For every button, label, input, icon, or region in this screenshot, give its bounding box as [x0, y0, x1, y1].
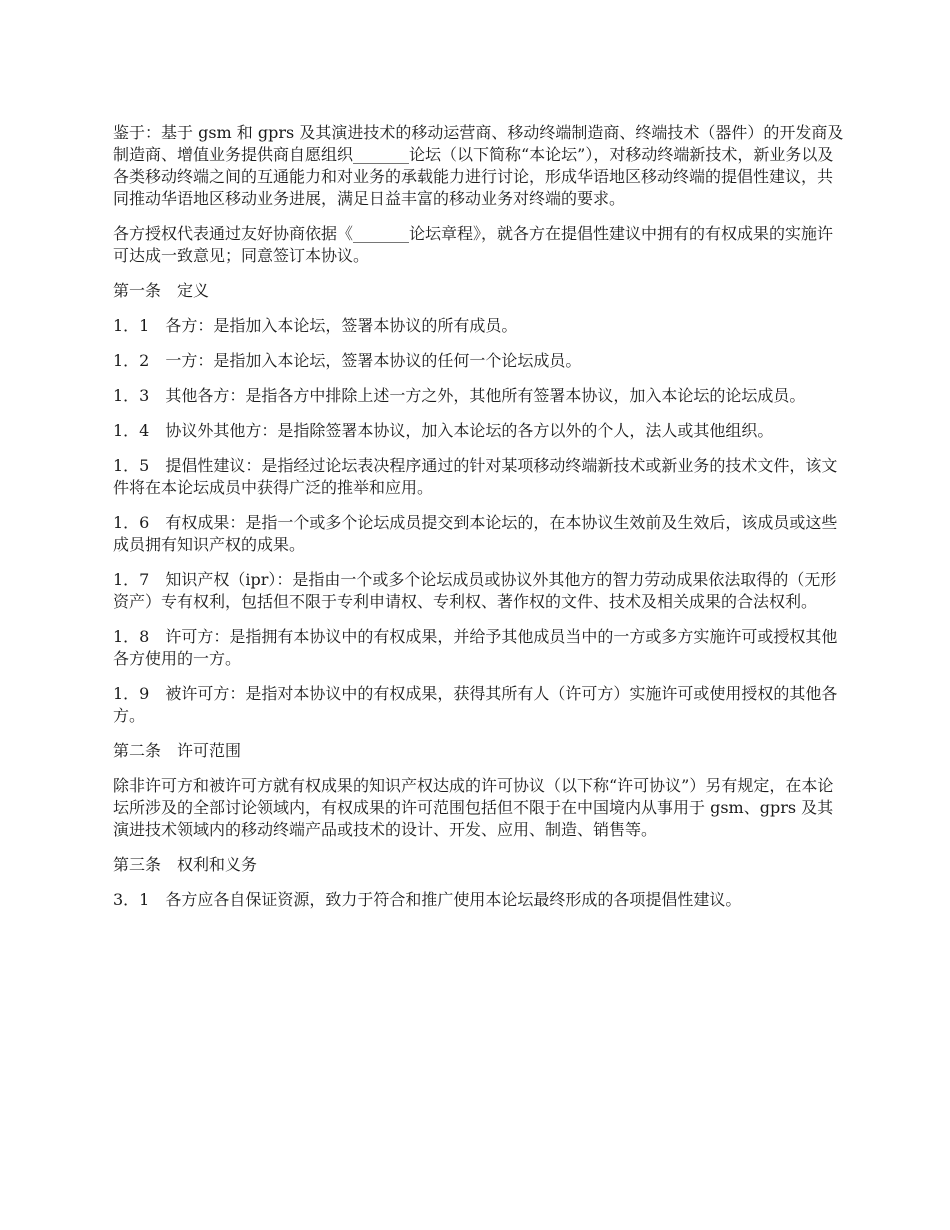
- clause-1-5: 1．5 提倡性建议：是指经过论坛表决程序通过的针对某项移动终端新技术或新业务的技术文件，该文件将在本论坛成员中获得广泛的推举和应用。: [113, 456, 838, 497]
- clause-1-2: 1．2 一方：是指加入本论坛，签署本协议的任何一个论坛成员。: [113, 351, 582, 370]
- clause-1-4: 1．4 协议外其他方：是指除签署本协议，加入本论坛的各方以外的个人，法人或其他组织。: [113, 421, 774, 440]
- agreement-intro-paragraph: 各方授权代表通过友好协商依据《_______论坛章程》，就各方在提倡性建议中拥有的有权成果的实施许可达成一致意见；同意签订本协议。: [113, 224, 834, 265]
- clause-1-9: 1．9 被许可方：是指对本协议中的有权成果，获得其所有人（许可方）实施许可或使用授权的其他各方。: [113, 684, 838, 725]
- clause-1-3: 1．3 其他各方：是指各方中排除上述一方之外，其他所有签署本协议，加入本论坛的论坛成员。: [113, 386, 806, 405]
- article-2-heading: 第二条 许可范围: [113, 741, 242, 760]
- article-1-heading: 第一条 定义: [113, 281, 210, 300]
- clause-1-1: 1．1 各方：是指加入本论坛，签署本协议的所有成员。: [113, 316, 518, 335]
- preamble-paragraph: 鉴于：基于 gsm 和 gprs 及其演进技术的移动运营商、移动终端制造商、终端技术（器件）的开发商及制造商、增值业务提供商自愿组织_______论坛（以下简称“本论坛”），对移动终端新技术，新业务以及各类移动终端之间的互通能力和对业务的承载能力进行讨论，形成华语地区移动终端的提倡性建议，共同推动华语地区移动业务进展，满足日益丰富的移动业务对终端的要求。: [113, 123, 844, 208]
- clause-1-8: 1．8 许可方：是指拥有本协议中的有权成果，并给予其他成员当中的一方或多方实施许可或授权其他各方使用的一方。: [113, 627, 838, 668]
- clause-1-7: 1．7 知识产权（ipr）：是指由一个或多个论坛成员或协议外其他方的智力劳动成果依法取得的（无形资产）专有权利，包括但不限于专利申请权、专利权、著作权的文件、技术及相关成果的合法权利。: [113, 570, 837, 611]
- clause-3-1: 3．1 各方应各自保证资源，致力于符合和推广使用本论坛最终形成的各项提倡性建议。: [113, 890, 742, 909]
- clause-1-6: 1．6 有权成果：是指一个或多个论坛成员提交到本论坛的，在本协议生效前及生效后，该成员或这些成员拥有知识产权的成果。: [113, 513, 838, 554]
- license-scope-paragraph: 除非许可方和被许可方就有权成果的知识产权达成的许可协议（以下称“许可协议”）另有规定，在本论坛所涉及的全部讨论领域内，有权成果的许可范围包括但不限于在中国境内从事用于 gsm、gprs 及其演进技术领域内的移动终端产品或技术的设计、开发、应用、制造、销售等。: [113, 776, 834, 839]
- document-page: [113, 122, 845, 924]
- article-3-heading: 第三条 权利和义务: [113, 855, 258, 874]
